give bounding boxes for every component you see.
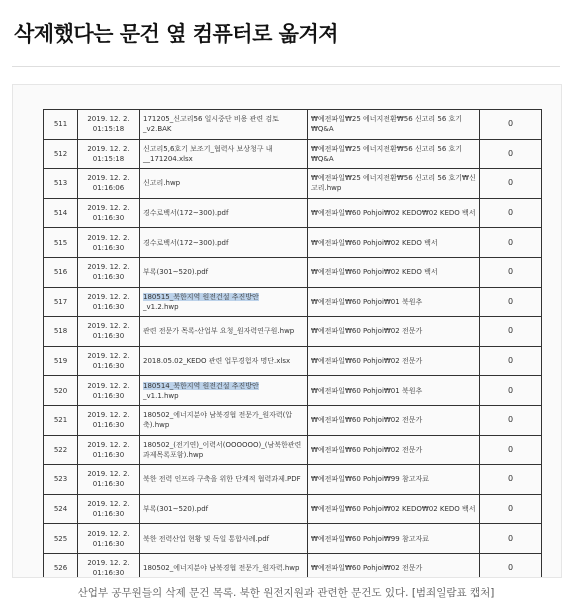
highlighted-text: 180515_북한지역 원전건설 추진방안: [143, 292, 259, 301]
row-value: 0: [480, 376, 542, 406]
row-path: ₩예전파일₩60 Pohjoi₩02 KEDO₩02 KEDO 백서: [308, 198, 480, 228]
row-time: 01:16:30: [92, 243, 125, 252]
row-number: 525: [44, 524, 78, 554]
row-time: 01:15:18: [92, 154, 125, 163]
row-time: 01:16:06: [92, 184, 125, 193]
row-filename: [140, 346, 308, 376]
row-number: 519: [44, 346, 78, 376]
highlighted-text: 180514_북한지역 원전건설 추진방안: [143, 381, 259, 390]
row-datetime: [78, 169, 140, 199]
row-path: ₩예전파일₩60 Pohjoi₩99 참고자료: [308, 524, 480, 554]
table-row: [44, 376, 542, 406]
row-date: 2019. 12. 2.: [87, 529, 130, 538]
row-path: ₩예전파일₩60 Pohjoi₩01 북원추: [308, 376, 480, 406]
row-value: 0: [480, 317, 542, 347]
filename-text: 180502_에너지분야 남북경협 전문가_원자력(압축).hwp: [143, 411, 293, 430]
row-value: 0: [480, 257, 542, 287]
filename-text: 180502_(전기연)_이력서(OOOOOO)_(남북한관련과제목록포함).hwp: [143, 440, 302, 459]
row-path: ₩예전파일₩60 Pohjoi₩02 KEDO 백서: [308, 228, 480, 258]
row-value: 0: [480, 198, 542, 228]
row-number: 515: [44, 228, 78, 258]
row-date: 2019. 12. 2.: [87, 500, 130, 509]
row-date: 2019. 12. 2.: [87, 115, 130, 124]
row-path: ₩예전파일₩60 Pohjoi₩01 북원추: [308, 287, 480, 317]
divider: [12, 66, 560, 67]
filename-text: _v1.1.hwp: [143, 391, 179, 400]
row-value: 0: [480, 524, 542, 554]
row-time: 01:16:30: [92, 569, 125, 578]
row-path: ₩예전파일₩25 에너지전환₩56 신고리 56 호기₩신고리.hwp: [308, 169, 480, 199]
row-datetime: [78, 494, 140, 524]
row-value: 0: [480, 287, 542, 317]
row-date: 2019. 12. 2.: [87, 263, 130, 272]
row-value: 0: [480, 405, 542, 435]
row-path: ₩예전파일₩60 Pohjoi₩02 전문가: [308, 553, 480, 578]
row-number: 513: [44, 169, 78, 199]
row-number: 512: [44, 139, 78, 169]
row-datetime: [78, 435, 140, 465]
row-datetime: [78, 553, 140, 578]
row-filename: [140, 110, 308, 140]
row-date: 2019. 12. 2.: [87, 559, 130, 568]
table-row: [44, 435, 542, 465]
row-filename: [140, 376, 308, 406]
row-date: 2019. 12. 2.: [87, 174, 130, 183]
filename-text: 북한 전력 인프라 구축을 위한 단계적 협력과제.PDF: [143, 475, 301, 484]
table-row: [44, 228, 542, 258]
table-row: [44, 553, 542, 578]
row-date: 2019. 12. 2.: [87, 440, 130, 449]
table-row: [44, 494, 542, 524]
row-datetime: [78, 465, 140, 495]
filename-text: 180502_에너지분야 남북경협 전문가_원자력.hwp: [143, 564, 300, 573]
row-path: ₩예전파일₩60 Pohjoi₩02 전문가: [308, 346, 480, 376]
row-path: ₩예전파일₩25 에너지전환₩56 신고리 56 호기₩Q&A: [308, 110, 480, 140]
row-datetime: [78, 376, 140, 406]
row-time: 01:16:30: [92, 450, 125, 459]
row-value: 0: [480, 494, 542, 524]
row-value: 0: [480, 435, 542, 465]
row-number: 522: [44, 435, 78, 465]
row-value: 0: [480, 346, 542, 376]
table-row: [44, 169, 542, 199]
row-value: 0: [480, 110, 542, 140]
filename-text: 관련 전문가 목록-산업부 요청_원자력연구원.hwp: [143, 327, 295, 336]
row-filename: [140, 435, 308, 465]
row-datetime: [78, 228, 140, 258]
row-filename: [140, 257, 308, 287]
table-row: [44, 139, 542, 169]
row-time: 01:16:30: [92, 421, 125, 430]
row-time: 01:16:30: [92, 273, 125, 282]
row-time: 01:16:30: [92, 391, 125, 400]
row-filename: [140, 494, 308, 524]
row-time: 01:16:30: [92, 510, 125, 519]
filename-text: 신고리5,6호기 보조기_협력사 보상청구 내__171204.xlsx: [143, 144, 273, 163]
table-row: [44, 317, 542, 347]
filename-text: 신고리.hwp: [143, 179, 181, 188]
row-datetime: [78, 346, 140, 376]
row-filename: [140, 317, 308, 347]
table-row: [44, 405, 542, 435]
row-number: 517: [44, 287, 78, 317]
row-date: 2019. 12. 2.: [87, 352, 130, 361]
row-filename: [140, 169, 308, 199]
row-filename: [140, 287, 308, 317]
filename-text: 171205_신고리56 일시중단 비용 관련 검토_v2.BAK: [143, 115, 279, 134]
row-number: 523: [44, 465, 78, 495]
row-filename: [140, 524, 308, 554]
row-datetime: [78, 198, 140, 228]
row-number: 521: [44, 405, 78, 435]
row-filename: [140, 405, 308, 435]
row-date: 2019. 12. 2.: [87, 204, 130, 213]
row-datetime: [78, 405, 140, 435]
row-path: ₩예전파일₩60 Pohjoi₩02 KEDO 백서: [308, 257, 480, 287]
row-number: 511: [44, 110, 78, 140]
table-row: [44, 346, 542, 376]
row-filename: [140, 139, 308, 169]
filename-text: _v1.2.hwp: [143, 302, 179, 311]
row-date: 2019. 12. 2.: [87, 292, 130, 301]
table-row: [44, 287, 542, 317]
row-date: 2019. 12. 2.: [87, 470, 130, 479]
row-time: 01:16:30: [92, 539, 125, 548]
row-number: 526: [44, 553, 78, 578]
row-datetime: [78, 317, 140, 347]
table-row: [44, 198, 542, 228]
row-datetime: [78, 524, 140, 554]
row-datetime: [78, 257, 140, 287]
filename-text: 북한 전력산업 현황 및 독일 통합사례.pdf: [143, 534, 270, 543]
document-photo: [12, 84, 562, 578]
row-path: ₩예전파일₩60 Pohjoi₩02 전문가: [308, 317, 480, 347]
row-value: 0: [480, 553, 542, 578]
row-datetime: [78, 110, 140, 140]
filename-text: 2018.05.02_KEDO 관련 업무경험자 명단.xlsx: [143, 357, 291, 366]
row-filename: [140, 228, 308, 258]
row-number: 514: [44, 198, 78, 228]
filename-text: 경수로백서(172~300).pdf: [143, 209, 229, 218]
row-number: 524: [44, 494, 78, 524]
row-path: ₩예전파일₩25 에너지전환₩56 신고리 56 호기₩Q&A: [308, 139, 480, 169]
table-row: [44, 465, 542, 495]
row-date: 2019. 12. 2.: [87, 144, 130, 153]
row-time: 01:16:30: [92, 332, 125, 341]
row-filename: [140, 553, 308, 578]
row-path: ₩예전파일₩60 Pohjoi₩99 참고자료: [308, 465, 480, 495]
row-path: ₩예전파일₩60 Pohjoi₩02 KEDO₩02 KEDO 백서: [308, 494, 480, 524]
table-row: [44, 257, 542, 287]
row-time: 01:16:30: [92, 362, 125, 371]
row-time: 01:16:30: [92, 302, 125, 311]
row-date: 2019. 12. 2.: [87, 233, 130, 242]
table-row: [44, 524, 542, 554]
filename-text: 경수로백서(172~300).pdf: [143, 238, 229, 247]
row-date: 2019. 12. 2.: [87, 322, 130, 331]
row-path: ₩예전파일₩60 Pohjoi₩02 전문가: [308, 405, 480, 435]
filename-text: 부록(301~520).pdf: [143, 505, 209, 514]
row-datetime: [78, 139, 140, 169]
row-value: 0: [480, 139, 542, 169]
row-value: 0: [480, 169, 542, 199]
filename-text: 부록(301~520).pdf: [143, 268, 209, 277]
row-date: 2019. 12. 2.: [87, 411, 130, 420]
table-row: [44, 110, 542, 140]
row-datetime: [78, 287, 140, 317]
row-path: ₩예전파일₩60 Pohjoi₩02 전문가: [308, 435, 480, 465]
article-headline: 삭제했다는 문건 옆 컴퓨터로 옮겨져: [14, 22, 339, 46]
row-value: 0: [480, 228, 542, 258]
row-number: 518: [44, 317, 78, 347]
row-time: 01:16:30: [92, 480, 125, 489]
row-value: 0: [480, 465, 542, 495]
row-filename: [140, 465, 308, 495]
row-filename: [140, 198, 308, 228]
row-time: 01:16:30: [92, 214, 125, 223]
deleted-files-table: [43, 109, 542, 578]
row-date: 2019. 12. 2.: [87, 381, 130, 390]
row-time: 01:15:18: [92, 125, 125, 134]
row-number: 516: [44, 257, 78, 287]
row-number: 520: [44, 376, 78, 406]
photo-caption: 산업부 공무원들의 삭제 문건 목록. 북한 원전지원과 관련한 문건도 있다. [범죄일람표 캡처]: [77, 587, 495, 599]
